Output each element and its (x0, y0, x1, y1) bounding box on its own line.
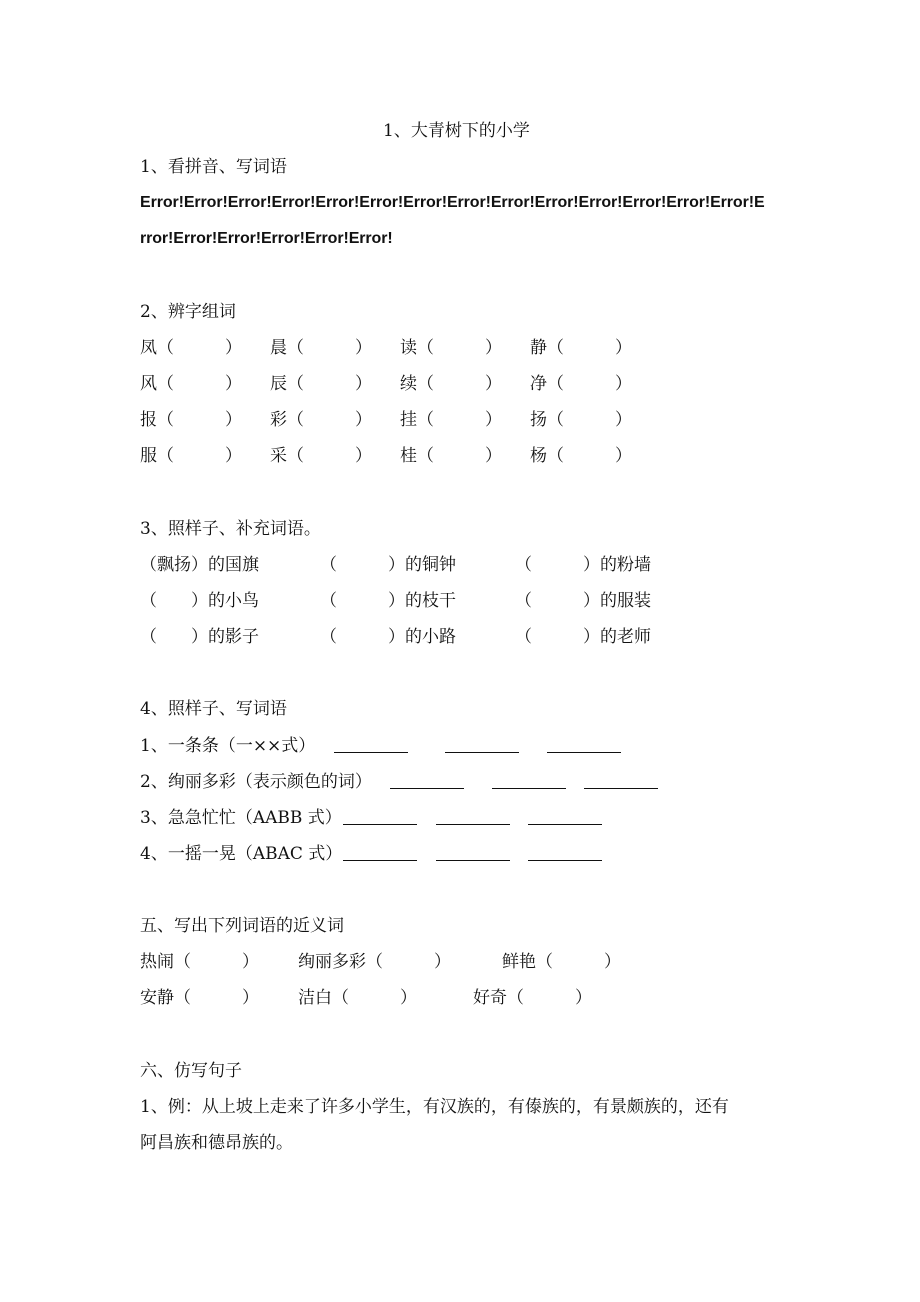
answer-blank[interactable] (436, 845, 510, 861)
exercise-item-2 (140, 772, 372, 792)
phrase-cell: （ ）的枝干 (320, 591, 456, 611)
char-cell: 挂（ ） (400, 410, 502, 430)
synonym-cell: 洁白（ ） (298, 988, 417, 1008)
char-cell: 彩（ ） (270, 410, 372, 430)
example-sentence-line1: 1、例：从上坡上走来了许多小学生，有汉族的，有傣族的，有景颇族的，还有 (140, 1097, 729, 1117)
exercise-item-label: 1、一条条（一××式） (140, 736, 316, 756)
synonym-cell: 好奇（ ） (473, 988, 592, 1008)
error-text-line2: rror!Error!Error!Error!Error!Error! (140, 230, 393, 247)
page-title: 1、大青树下的小学 (383, 121, 530, 141)
synonym-cell: 热闹（ ） (140, 952, 259, 972)
answer-blank[interactable] (445, 737, 519, 753)
phrase-cell: （ ）的铜钟 (320, 555, 456, 575)
phrase-cell: （ ）的老师 (515, 627, 651, 647)
synonym-cell: 鲜艳（ ） (502, 952, 621, 972)
exercise-item-4 (140, 844, 342, 864)
sec1-heading: 1、看拼音、写词语 (140, 157, 287, 177)
synonym-cell: 安静（ ） (140, 988, 259, 1008)
sec2-heading: 2、辨字组词 (140, 302, 236, 322)
answer-blank[interactable] (390, 773, 464, 789)
sec3-heading: 3、照样子、补充词语。 (140, 519, 321, 539)
sec5-heading: 五、写出下列词语的近义词 (140, 916, 344, 936)
phrase-cell: （飘扬）的国旗 (140, 555, 259, 575)
char-cell: 静（ ） (530, 338, 632, 358)
char-cell: 风（ ） (140, 374, 242, 394)
answer-blank[interactable] (492, 773, 566, 789)
char-cell: 报（ ） (140, 410, 242, 430)
answer-blank[interactable] (334, 737, 408, 753)
char-cell: 凤（ ） (140, 338, 242, 358)
char-cell: 桂（ ） (400, 446, 502, 466)
exercise-item-label: 2、绚丽多彩（表示颜色的词） (140, 772, 372, 792)
exercise-item-label: 4、一摇一晃（ABAC 式） (140, 844, 343, 864)
answer-blank[interactable] (436, 809, 510, 825)
exercise-item-label: 3、急急忙忙（AABB 式） (140, 808, 342, 828)
answer-blank[interactable] (584, 773, 658, 789)
char-cell: 采（ ） (270, 446, 372, 466)
answer-blank[interactable] (343, 845, 417, 861)
char-cell: 净（ ） (530, 374, 632, 394)
char-cell: 续（ ） (400, 374, 502, 394)
answer-blank[interactable] (528, 845, 602, 861)
exercise-item-3 (140, 808, 342, 828)
answer-blank[interactable] (547, 737, 621, 753)
char-cell: 服（ ） (140, 446, 242, 466)
char-cell: 读（ ） (400, 338, 502, 358)
sec6-heading: 六、仿写句子 (140, 1061, 242, 1081)
phrase-cell: （ ）的粉墙 (515, 555, 651, 575)
example-sentence-line2: 阿昌族和德昂族的。 (140, 1133, 293, 1153)
answer-blank[interactable] (343, 809, 417, 825)
exercise-item-1 (140, 736, 315, 756)
char-cell: 辰（ ） (270, 374, 372, 394)
phrase-cell: （ ）的服装 (515, 591, 651, 611)
synonym-cell: 绚丽多彩（ ） (298, 952, 451, 972)
sec4-heading: 4、照样子、写词语 (140, 699, 287, 719)
char-cell: 扬（ ） (530, 410, 632, 430)
error-text-line1: Error!Error!Error!Error!Error!Error!Error!Error!Error!Error!Error!Error!Error!Error!E (140, 194, 765, 211)
char-cell: 杨（ ） (530, 446, 632, 466)
phrase-cell: （ ）的影子 (140, 627, 259, 647)
answer-blank[interactable] (528, 809, 602, 825)
char-cell: 晨（ ） (270, 338, 372, 358)
phrase-cell: （ ）的小鸟 (140, 591, 259, 611)
phrase-cell: （ ）的小路 (320, 627, 456, 647)
